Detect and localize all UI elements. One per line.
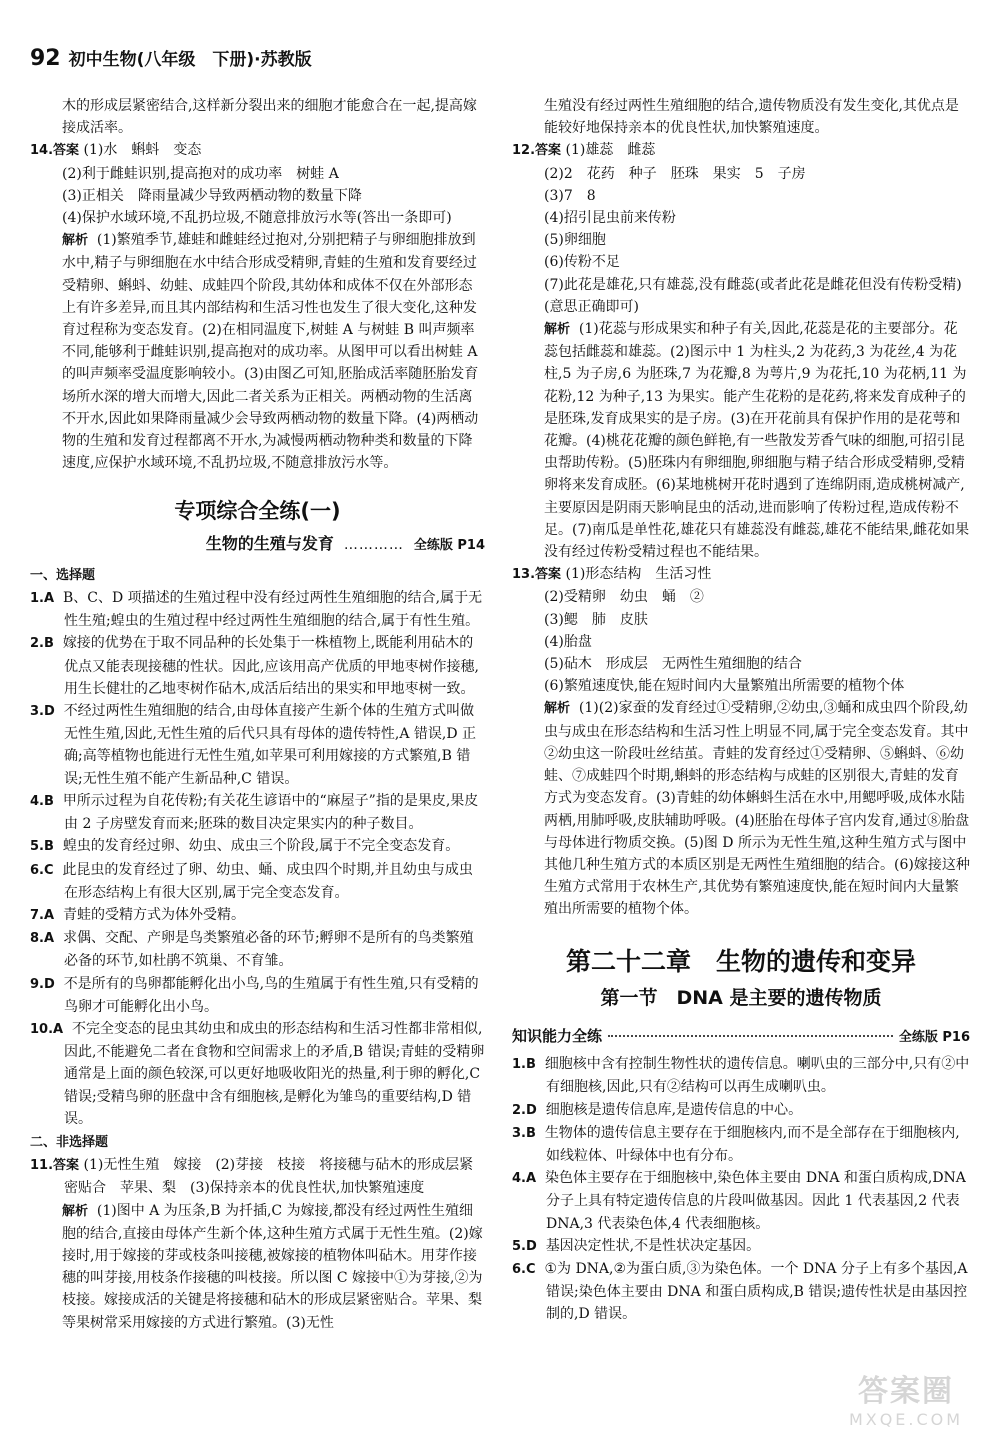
topic-title: 生物的生殖与发育 xyxy=(205,533,334,553)
page-number: 92 xyxy=(30,46,61,71)
analysis-label: 解析 xyxy=(62,1203,89,1219)
choice-answer: 4.B 甲所示过程为自花传粉;有关花生谚语中的“麻屋子”指的是果皮,果皮由 2 子房壁发育而来;胚珠的数目决定果实内的种子数目。 xyxy=(30,792,479,833)
answer-line: (2)利于雌蛙识别,提高抱对的成功率 树蛙 A xyxy=(62,165,339,182)
choice-answer: 7.A 青蛙的受精方式为体外受精。 xyxy=(30,906,245,923)
watermark-url: MXQE.COM xyxy=(848,1410,964,1429)
choice-answer: 3.B 生物体的遗传信息主要存在于细胞核内,而不是全部存在于细胞核内,如线粒体、叶绿体中也有分布。 xyxy=(512,1124,960,1164)
watermark-logo: 答案圈 xyxy=(858,1374,954,1409)
answer-line: (2)受精卵 幼虫 蛹 ② xyxy=(544,589,704,606)
choice-answer: 2.D 细胞核是遗传信息库,是遗传信息的中心。 xyxy=(512,1101,803,1118)
answer-line: (4)保护水域环境,不乱扔垃圾,不随意排放污水等(答出一条即可) xyxy=(62,210,452,227)
answer-line: (6)繁殖速度快,能在短时间内大量繁殖出所需要的植物个体 xyxy=(544,678,905,695)
dot-leader xyxy=(608,1035,893,1037)
analysis-14: 解析 (1)繁殖季节,雄蛙和雌蛙经过抱对,分别把精子与卵细胞排放到水中,精子与卵细胞在水中结合形成受精卵,青蛙的生殖和发育要经过受精卵、蝌蚪、幼蛙、成蛙四个阶段,其幼体和成体不仅在外部形态上有许多差异,而且其内部结构和生活习性也发生了很大变化,这种发育过程称为变态发育。(2)在相同温度下,树蛙 A 与树蛙 B 叫声频率不同,能够利于雌蛙识别,提高抱对的成功率。从图甲可以看出树蛙 A 的叫声频率受温度影响较小。(3)由图乙可知,胚胎成活率随胚胎发育场所水深的增大而增大,因此二者关系为正相关。两栖动物的生活离不开水,因此如果降雨量减少会导致两栖动物的数量下降。(4)两栖动物的生殖和发育过程都离不开水,为减慢两栖动物种类和数量的下降速度,应保护水域环境,不乱扔垃圾,不随意排放污水等。 xyxy=(62,232,479,472)
question-number: 12.答案 xyxy=(512,143,562,159)
answer-11: 11.答案 (1)无性生殖 嫁接 (2)芽接 枝接 将接穗与砧木的形成层紧密贴合 苹果、梨 (3)保持亲本的优良性状,加快繁殖速度 xyxy=(30,1157,474,1197)
analysis-label: 解析 xyxy=(544,322,571,338)
answer-line: (5)砧木 形成层 无两性生殖细胞的结合 xyxy=(544,656,802,673)
analysis-12: 解析 (1)花蕊与形成果实和种子有关,因此,花蕊是花的主要部分。花蕊包括雌蕊和雄蕊。(2)图示中 1 为柱头,2 为花药,3 为花丝,4 为花柱,5 为子房,6 为胚珠,7 为花瓣,8 为萼片,9 为花托,10 为花柄,11 为花粉,12 为种子,13 为果实。能产生花粉的是花药,将来发育成种子的是胚珠,发育成果实的是子房。(3)在开花前具有保护作用的是花萼和花瓣。(4)桃花花瓣的颜色鲜艳,有一些散发芳香气味的细胞,可招引昆虫帮助传粉。(5)胚珠内有卵细胞,卵细胞与精子结合形成受精卵,受精卵将来发育成胚。(6)某地桃树开花时遇到了连绵阴雨,造成桃树减产,主要原因是阴雨天影响昆虫的活动,进而影响了传粉过程,造成传粉不足。(7)南瓜是单性花,雄花只有雄蕊没有雌蕊,雄花不能结果,雌花如果没有经过传粉受精过程也不能结果。 xyxy=(544,321,970,561)
paragraph: 木的形成层紧密结合,这样新分裂出来的细胞才能愈合在一起,提高嫁接成活率。 xyxy=(62,98,477,137)
analysis-11: 解析 (1)图中 A 为压条,B 为扦插,C 为嫁接,都没有经过两性生殖细胞的结合,直接由母体产生新个体,这种生殖方式属于无性生殖。(2)嫁接时,用于嫁接的芽或枝条叫接穗,被嫁接的植物体叫砧木。用芽作接穗的叫芽接,用枝条作接穗的叫枝接。所以图 C 嫁接中①为芽接,②为枝接。嫁接成活的关键是将接穗和砧木的形成层紧密贴合。苹果、梨等果树常采用嫁接的方式进行繁殖。(3)无性 xyxy=(62,1202,483,1331)
question-number: 14.答案 xyxy=(30,143,80,159)
dot-leader: ………… xyxy=(343,536,404,553)
choice-answer: 3.D 不经过两性生殖细胞的结合,由母体直接产生新个体的生殖方式叫做无性生殖,因此,无性生殖的后代只具有母体的遗传特性,A 错误,D 正确;高等植物也能进行无性生殖,如苹果可利用嫁接的方式繁殖,B 错误;无性生殖不能产生新品种,C 错误。 xyxy=(30,703,477,787)
analysis-13: 解析 (1)(2)家蚕的发育经过①受精卵,②幼虫,③蛹和成虫四个阶段,幼虫与成虫在形态结构和生活习性上明显不同,属于完全变态发育。其中②幼虫这一阶段吐丝结茧。青蛙的发育经过①受精卵、⑤蝌蚪、⑥幼蛙、⑦成蛙四个时期,蝌蚪的形态结构与成蛙的区别很大,青蛙的发育方式为变态发育。(3)青蛙的幼体蝌蚪生活在水中,用鳃呼吸,成体水陆两栖,用肺呼吸,皮肤辅助呼吸。(4)胚胎在母体子宫内发育,通过⑧胎盘与母体进行物质交换。(5)图 D 所示为无性生殖,这种生殖方式与图中其他几种生殖方式的本质区别是无两性生殖细胞的结合。(6)嫁接这种生殖方式常用于农林生产,其优势有繁殖速度快,能在短时间内大量繁殖出所需要的植物个体。 xyxy=(544,700,970,918)
answer-line: (5)卵细胞 xyxy=(544,232,606,249)
answer-line: (7)此花是雄花,只有雄蕊,没有雌蕊(或者此花是雌花但没有传粉受精)(意思正确即可) xyxy=(544,276,962,315)
analysis-label: 解析 xyxy=(62,233,89,249)
page-reference: 全练版 P16 xyxy=(898,1029,970,1045)
page-reference: 全练版 P14 xyxy=(413,537,485,553)
answer-12: 12.答案 (1)雄蕊 雌蕊 xyxy=(512,142,656,159)
choice-answer: 6.C ①为 DNA,②为蛋白质,③为染色体。一个 DNA 分子上有多个基因,A 错误;染色体主要由 DNA 和蛋白质构成,B 错误;遗传性状是由基因控制的,D 错误。 xyxy=(512,1260,968,1323)
knowledge-heading xyxy=(512,1025,970,1049)
choice-answer: 10.A 不完全变态的昆虫其幼虫和成虫的形态结构和生活习性都非常相似,因此,不能避免二者在食物和空间需求上的矛盾,B 错误;青蛙的受精卵通常是上面的颜色较深,可以更好地吸收阳光的热量,利于卵的孵化,C 错误;受精鸟卵的胚盘中含有细胞核,是孵化为雏鸟的重要结构,D 错误。 xyxy=(30,1020,485,1127)
choice-answer: 6.C 此昆虫的发育经过了卵、幼虫、蛹、成虫四个时期,并且幼虫与成虫在形态结构上有很大区别,属于完全变态发育。 xyxy=(30,861,473,901)
answer-line: (4)胎盘 xyxy=(544,633,592,650)
choice-answer: 4.A 染色体主要存在于细胞核中,染色体主要由 DNA 和蛋白质构成,DNA 分子上具有特定遗传信息的片段叫做基因。因此 1 代表基因,2 代表 DNA,3 代表染色体,4 代表细胞核。 xyxy=(512,1170,966,1232)
answer-line: (3)鳃 肺 皮肤 xyxy=(544,611,648,628)
right-column xyxy=(512,95,970,1326)
watermark xyxy=(836,1374,976,1436)
answer-14: 14.答案 (1)水 蝌蚪 变态 xyxy=(30,142,202,159)
left-column xyxy=(30,95,485,1334)
answer-line: (4)招引昆虫前来传粉 xyxy=(544,210,676,227)
answer-line: (3)正相关 降雨量减少导致两栖动物的数量下降 xyxy=(62,187,362,204)
knowledge-label: 知识能力全练 xyxy=(512,1026,603,1045)
choice-answer: 9.D 不是所有的鸟卵都能孵化出小鸟,鸟的生殖属于有性生殖,只有受精的鸟卵才可能孵化出小鸟。 xyxy=(30,975,479,1015)
special-practice-title: 专项综合全练(一) xyxy=(174,499,341,524)
answer-13: 13.答案 (1)形态结构 生活习性 xyxy=(512,566,712,583)
choice-answer: 2.B 嫁接的优势在于取不同品种的长处集于一株植物上,既能利用砧木的优点又能表现接穗的性状。因此,应该用高产优质的甲地枣树作接穗,用生长健壮的乙地枣树作砧木,成活后结出的果实和甲地枣树一致。 xyxy=(30,635,479,697)
analysis-label: 解析 xyxy=(544,701,571,717)
topic-heading xyxy=(30,533,485,557)
book-title: 初中生物(八年级 下册)·苏教版 xyxy=(68,50,312,70)
paragraph: 生殖没有经过两性生殖细胞的结合,遗传物质没有发生变化,其优点是能较好地保持亲本的优良性状,加快繁殖速度。 xyxy=(544,98,959,137)
chapter-title: 第二十二章 生物的遗传和变异 xyxy=(565,946,916,976)
choice-answer: 1.A B、C、D 项描述的生殖过程中没有经过两性生殖细胞的结合,属于无性生殖;蝗虫的生殖过程中经过两性生殖细胞的结合,属于有性生殖。 xyxy=(30,590,483,630)
page-header xyxy=(30,48,312,78)
section-heading: 二、非选择题 xyxy=(30,1134,109,1150)
section-heading: 一、选择题 xyxy=(30,567,96,583)
answer-line: (6)传粉不足 xyxy=(544,254,620,271)
choice-answer: 5.D 基因决定性状,不是性状决定基因。 xyxy=(512,1237,761,1254)
answer-line: (3)7 8 xyxy=(544,187,596,204)
section-title: 第一节 DNA 是主要的遗传物质 xyxy=(600,986,882,1009)
choice-answer: 1.B 细胞核中含有控制生物性状的遗传信息。喇叭虫的三部分中,只有②中有细胞核,因此,只有②结构可以再生成喇叭虫。 xyxy=(512,1056,970,1096)
question-number: 13.答案 xyxy=(512,567,562,583)
choice-answer: 8.A 求偶、交配、产卵是鸟类繁殖必备的环节;孵卵不是所有的鸟类繁殖必备的环节,如杜鹃不筑巢、不育雏。 xyxy=(30,930,474,970)
choice-answer: 5.B 蝗虫的发育经过卵、幼虫、成虫三个阶段,属于不完全变态发育。 xyxy=(30,838,460,855)
answer-line: (2)2 花药 种子 胚珠 果实 5 子房 xyxy=(544,165,806,182)
